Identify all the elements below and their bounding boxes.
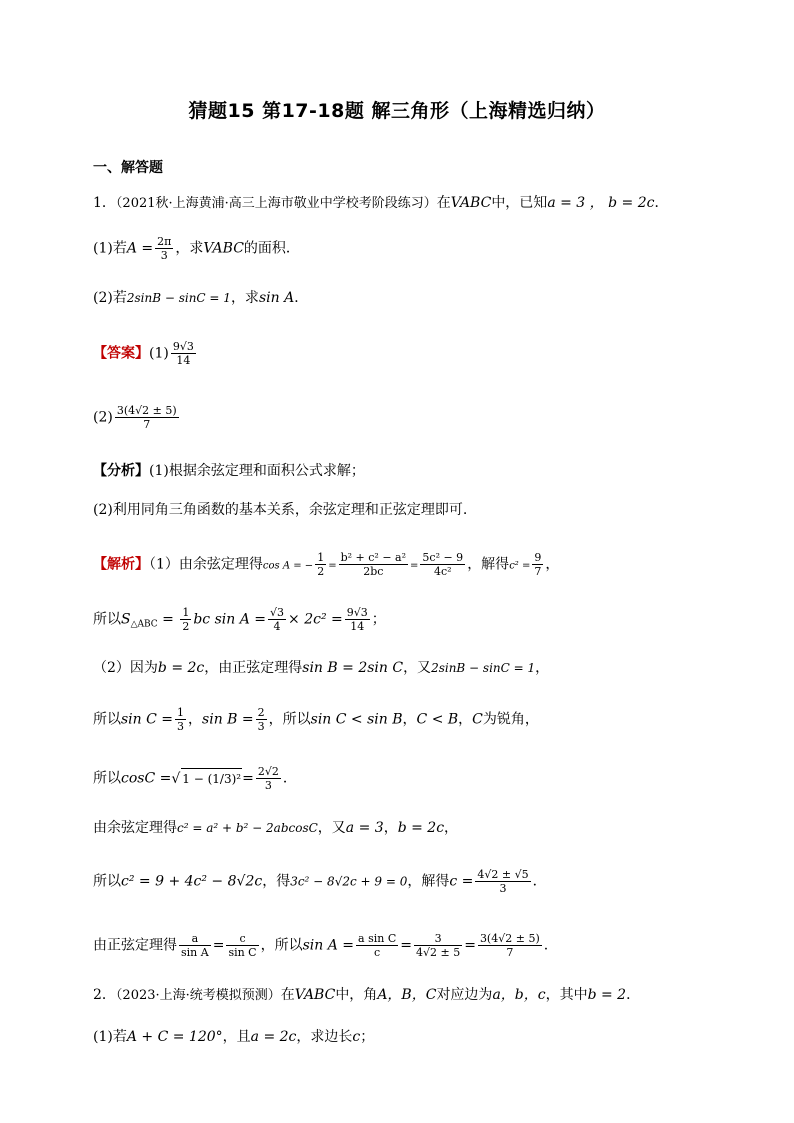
sol-text: ． [532,873,547,890]
q1-solution-line-6 [93,818,458,838]
sol-math: cos A = − [262,560,314,572]
q2-triangle: VABC [294,987,336,1003]
sol-fraction [180,606,191,633]
sol-text: （1）由余弦定理得 [149,556,263,573]
sol-text: ，得 [262,873,291,890]
sol-math: bc sin A = [193,611,267,628]
q2-stem [93,985,640,1006]
sol-text: = [242,770,254,787]
fraction-denominator: sin C [228,946,257,959]
fraction-denominator: 4 [273,620,281,633]
fraction-numerator: 1 [182,606,190,619]
fraction-numerator: √3 [270,606,285,619]
sol-text: ， [383,820,398,836]
q1-given: a = 3 ， b = 2c [547,195,655,211]
fraction-denominator: 2bc [363,565,384,578]
sol-text: 由余弦定理得 [93,820,177,836]
fraction-denominator: 7 [506,946,514,959]
sol-text: ，又 [403,660,432,676]
sol-math: c² = a² + b² − 2abcosC [177,821,318,835]
q1-part1-triangle: VABC [203,240,244,257]
answer-tag: 【答案】 [93,345,149,362]
q2-stem-text: 中，角 [335,987,378,1003]
fraction-numerator: 3 [414,932,462,946]
sol-fraction [345,606,370,633]
fraction-denominator: 2 [182,620,190,633]
section-heading: 一、解答题 [93,160,163,176]
q1-solution-line-7 [93,868,547,895]
q1-part1-text: ，求 [175,240,204,257]
q2-sides: a，b，c [492,987,546,1003]
sol-fraction [478,932,542,959]
sol-math: C < B [416,711,459,728]
q1-part2-cond: 2sinB − sinC = 1 [126,291,231,305]
fraction-denominator: 14 [350,620,365,633]
fraction-numerator: 9√3 [172,340,194,353]
fraction-numerator: c [226,932,258,946]
q1-solution-line-1: 【解析】（1）由余弦定理得cos A = − $\frac{1}{2}$ = $\frac{\text{b² + c² − a²}}{2bc}$ = $\frac{\text{5c² − 9}}{\text{4c²}}$ ，解得c² = $\frac{9}{7}$ ， [93,551,560,578]
q1-part1-end: 的面积． [243,240,300,257]
fraction-denominator: 3 [264,779,272,792]
analysis-tag: 【分析】 [93,463,149,479]
sqrt-symbol [171,771,180,787]
sol-fraction [414,932,462,959]
sol-text: ，所以 [260,937,303,954]
sol-text: （2）因为 [93,660,158,676]
fraction-numerator: 3(4√2 ± 5) [116,404,177,417]
sol-math: S [121,611,131,628]
analysis-line-1: (1)根据余弦定理和面积公式求解； [149,463,365,479]
q1-stem-end: ． [654,195,669,211]
q1-solution-line-8 [93,932,548,959]
sol-math: sin B = 2sin C [302,660,404,676]
q1-solution-line-3 [93,658,549,678]
fraction-denominator: 3 [499,882,507,895]
sol-text: ， [444,820,459,836]
answer1-fraction [171,340,196,367]
page-title: 猜题15 第17-18题 解三角形（上海精选归纳） [188,100,606,122]
fraction-numerator: 5c² − 9 [422,551,464,564]
sol-text: 所以 [93,770,121,787]
q1-solution-line-5 [93,765,297,792]
fraction-denominator: 7 [534,565,542,578]
sol-text: ； [371,611,386,628]
answer1-label: (1) [149,345,169,362]
q2-part1-text: ，且 [222,1029,251,1045]
answer2-fraction [115,404,179,431]
sol-text: ，解得 [407,873,450,890]
fraction-numerator: 9√3 [346,606,368,619]
sol-math: 2sinB − sinC = 1 [431,661,536,675]
q1-part2-text: ，求 [230,290,259,306]
fraction-numerator: 2√2 [257,765,279,778]
sol-text: = [212,937,225,954]
sol-text: = [400,937,412,954]
sol-text: ，又 [317,820,346,836]
sol-math: c² = 9 + 4c² − 8√2c [121,873,263,890]
q2-part1 [93,1027,374,1047]
sol-text: ， [188,711,203,728]
q1-stem-text-2: 中，已知 [491,195,548,211]
q1-solution-line-4 [93,706,539,733]
q2-part1-end: ； [360,1029,375,1045]
sol-math: sin C < sin B [310,711,403,728]
q2-part1-target: c [352,1029,361,1045]
q1-source: （2021秋·上海黄浦·高三上海市敬业中学校考阶段练习） [115,196,437,211]
sol-fraction [256,765,281,792]
sol-math: sin B = [202,711,254,728]
sol-math: 3c² − 8√2c + 9 = 0 [290,874,408,889]
fraction-denominator: 3 [160,249,168,262]
sol-fraction [356,932,398,959]
fraction-numerator: 2 [257,706,265,719]
fraction-denominator: 4c² [434,565,452,578]
sol-fraction [226,932,258,959]
q1-part1-fraction [155,235,173,262]
q2-given: b = 2 [587,987,627,1003]
q1-answer [93,340,198,367]
sol-radicand: 1 − (1/3)² [181,768,242,789]
q1-stem-text: 在 [436,195,451,211]
q1-part1-cond: A = [126,240,154,257]
q1-answer2 [93,404,181,431]
sol-text: ， [402,711,417,728]
q1-analysis [93,461,365,481]
q2-stem-text: ，其中 [545,987,588,1003]
sol-math: b = 2c [157,660,205,676]
sol-text: . [543,937,549,954]
sol-math: c² = [509,560,531,572]
sol-text: ， [458,711,473,728]
q2-stem-text: 在 [280,987,295,1003]
fraction-numerator: 1 [317,551,325,564]
sol-text: ，由正弦定理得 [204,660,303,676]
sol-fraction [315,551,326,578]
sol-text: = [464,937,476,954]
sol-text: 为锐角， [482,711,539,728]
q2-source: （2023·上海·统考模拟预测） [115,988,281,1003]
q2-number: 2． [93,987,116,1003]
sol-text: 所以 [93,611,121,628]
fraction-denominator: 7 [143,418,151,431]
sol-text: 由正弦定理得 [93,937,177,954]
fraction-denominator: sin A [181,946,209,959]
fraction-numerator: 1 [177,706,185,719]
sol-text: 所以 [93,711,121,728]
answer2-label: (2) [93,409,113,426]
q1-part2-end: ． [294,290,309,306]
sol-math: c = [449,873,474,890]
sol-math: C [472,711,483,728]
sol-math: b = 2c [397,820,445,836]
q2-part1-label: (1)若 [93,1029,127,1045]
sol-fraction [420,551,465,578]
q1-triangle: VABC [450,195,492,211]
sol-text: ． [282,770,297,787]
q1-stem [93,193,668,214]
q1-part1-label: (1)若 [93,240,127,257]
fraction-denominator: 4√2 ± 5 [415,946,461,959]
sol-fraction [475,868,530,895]
q2-part1-text: ，求边长 [296,1029,353,1045]
q1-part2-target: sin A [258,290,295,306]
fraction-denominator: 14 [176,354,191,367]
solution-tag: 【解析】 [93,556,149,573]
sol-fraction [179,932,211,959]
sol-math: sin C = [121,711,174,728]
sol-text: ， [535,660,550,676]
q2-angles: A，B，C [377,987,437,1003]
fraction-numerator: 2π [157,235,172,248]
sol-text: ， [545,556,560,573]
fraction-numerator: 3(4√2 ± 5) [479,932,540,945]
q2-part1-cond2: a = 2c [250,1029,297,1045]
fraction-denominator: c [374,946,381,959]
sol-fraction [175,706,186,733]
sol-fraction [532,551,543,578]
q1-part2 [93,288,308,308]
sol-text: 所以 [93,873,121,890]
q1-solution-line-2: 所以$S_{\triangle ABC}$ = $\frac{1}{2}$ bc sin A = $\frac{√3}{4}$ × 2c² = $\frac{9√3}{14}$ ； [93,606,386,633]
q1-part1 [93,235,300,262]
fraction-denominator: 3 [177,720,185,733]
q2-part1-cond: A + C = 120° [126,1029,223,1045]
fraction-numerator: a [179,932,211,946]
fraction-denominator: 2 [317,565,325,578]
q1-analysis-2: (2)利用同角三角函数的基本关系，余弦定理和正弦定理即可. [93,502,468,518]
sol-fraction [256,706,267,733]
q1-part2-label: (2)若 [93,290,127,306]
sol-subscript: △ABC [130,619,158,630]
fraction-numerator: a sin C [358,932,397,945]
fraction-numerator: 9 [534,551,542,564]
q2-stem-end: ． [626,987,641,1003]
sol-math: a = 3 [345,820,384,836]
sol-math: cosC = [121,770,172,787]
fraction-denominator: 3 [257,720,265,733]
sol-fraction [268,606,286,633]
sol-math: × 2c² = [288,611,343,628]
sol-text: ，所以 [268,711,311,728]
sol-fraction [339,551,408,578]
q1-number: 1． [93,195,116,211]
sol-math: sin A = [302,937,355,954]
fraction-numerator: b² + c² − a² [340,551,407,564]
sol-text: ，解得 [467,556,510,573]
fraction-numerator: 4√2 ± √5 [477,868,529,881]
q2-stem-text: 对应边为 [436,987,493,1003]
